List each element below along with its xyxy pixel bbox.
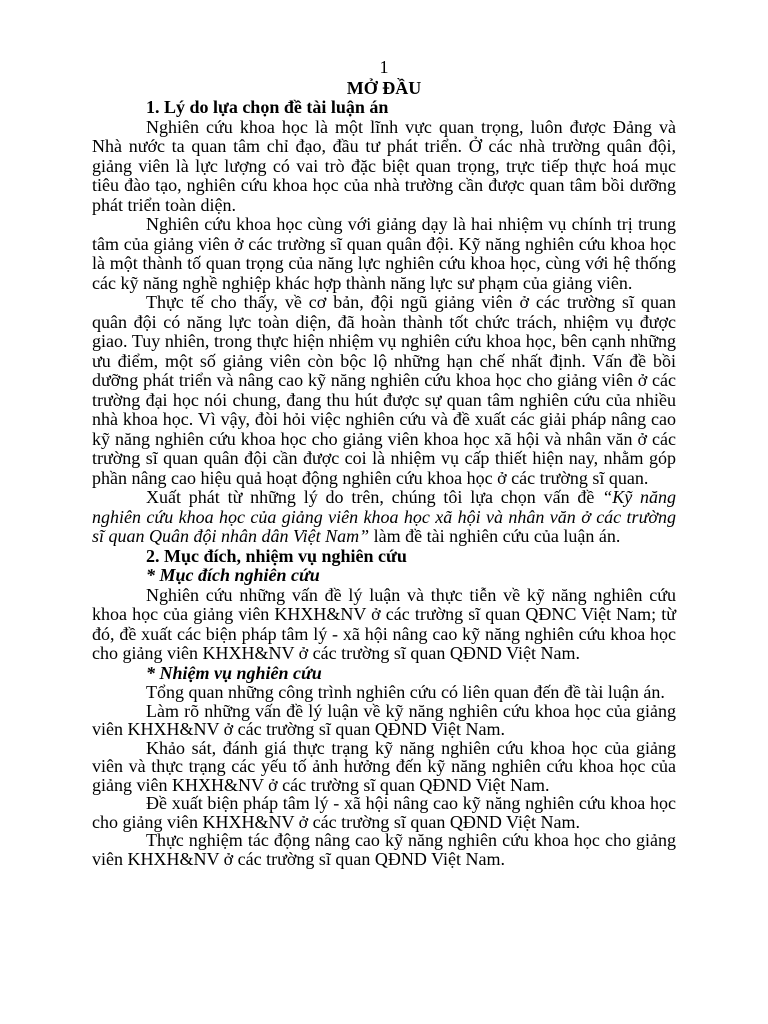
document-page [92,58,676,868]
research-tasks-heading: * Nhiệm vụ nghiên cứu [146,662,322,683]
section-1-paragraph-3: Thực tế cho thấy, về cơ bản, đội ngũ giảng viên ở các trường sĩ quan quân đội có năng lực toàn diện, đã hoàn thành tốt chức trách, nhiệm vụ được giao. Tuy nhiên, trong thực hiện nhiệm vụ nghiên cứu khoa học, bên cạnh những ưu điểm, một số giảng viên còn bộc lộ những hạn chế nhất định. Vấn đề bồi dưỡng phát triển và nâng cao kỹ năng nghiên cứu khoa học cho giảng viên ở các trường đại học nói chung, đang thu hút được sự quan tâm nghiên cứu của nhiều nhà khoa học. Vì vậy, đòi hỏi việc nghiên cứu và đề xuất các giải pháp nâng cao kỹ năng nghiên cứu khoa học cho giảng viên khoa học xã hội và nhân văn ở các trường sĩ quan quân đội cần được coi là nhiệm vụ cấp thiết hiện nay, nhằm góp phần nâng cao hiệu quả hoạt động nghiên cứu khoa học ở các trường sĩ quan. [92,292,676,488]
research-task-3: Khảo sát, đánh giá thực trạng kỹ năng nghiên cứu khoa học của giảng viên và thực trạng các yếu tố ảnh hưởng đến kỹ năng nghiên cứu khoa học của giảng viên KHXH&NV ở các trường sĩ quan QĐND Việt Nam. [92,737,676,795]
research-purpose-paragraph: Nghiên cứu những vấn đề lý luận và thực tiễn về kỹ năng nghiên cứu khoa học của giảng viên KHXH&NV ở các trường sĩ quan QĐNC Việt Nam; từ đó, đề xuất các biện pháp tâm lý - xã hội nâng cao kỹ năng nghiên cứu khoa học cho giảng viên KHXH&NV ở các trường sĩ quan QĐND Việt Nam. [92,584,676,663]
section-2-heading: 2. Mục đích, nhiệm vụ nghiên cứu [146,545,407,566]
research-purpose-heading: * Mục đích nghiên cứu [146,565,320,585]
paragraph-4-text-after: làm đề tài nghiên cứu của luận án. [369,526,621,546]
research-task-2: Làm rõ những vấn đề lý luận về kỹ năng nghiên cứu khoa học của giảng viên KHXH&NV ở các trường sĩ quan QĐND Việt Nam. [92,700,676,739]
thesis-title-italic: “Kỹ năng nghiên cứu khoa học của giảng viên khoa học xã hội và nhân văn ở các trường sĩ quan Quân đội nhân dân Việt Nam” [92,487,677,546]
page-title: MỞ ĐẦU [346,77,422,98]
section-1-heading: 1. Lý do lựa chọn đề tài luận án [146,97,389,117]
research-task-1: Tổng quan những công trình nghiên cứu có liên quan đến đề tài luận án. [146,682,665,702]
page-number: 1 [379,57,389,77]
section-1-paragraph-4 [92,488,676,547]
research-task-5: Thực nghiệm tác động nâng cao kỹ năng nghiên cứu khoa học cho giảng viên KHXH&NV ở các trường sĩ quan QĐND Việt Nam. [92,830,676,869]
section-1-paragraph-2: Nghiên cứu khoa học cùng với giảng dạy là hai nhiệm vụ chính trị trung tâm của giảng viên ở các trường sĩ quan quân đội. Kỹ năng nghiên cứu khoa học là một thành tố quan trọng của năng lực nghiên cứu khoa học, cùng với hệ thống các kỹ năng nghề nghiệp khác hợp thành năng lực sư phạm của giảng viên. [92,214,676,293]
section-1-paragraph-1: Nghiên cứu khoa học là một lĩnh vực quan trọng, luôn được Đảng và Nhà nước ta quan tâm chỉ đạo, đầu tư phát triển. Ở các nhà trường quân đội, giảng viên là lực lượng có vai trò đặc biệt quan trọng, trực tiếp thực hoá mục tiêu đào tạo, nghiên cứu khoa học của nhà trường cần được quan tâm bồi dưỡng phát triển toàn diện. [92,116,676,215]
paragraph-4-text-before: Xuất phát từ những lý do trên, chúng tôi lựa chọn vấn đề [146,487,603,507]
research-task-4: Đề xuất biện pháp tâm lý - xã hội nâng cao kỹ năng nghiên cứu khoa học cho giảng viên KHXH&NV ở các trường sĩ quan QĐND Việt Nam. [92,793,676,832]
